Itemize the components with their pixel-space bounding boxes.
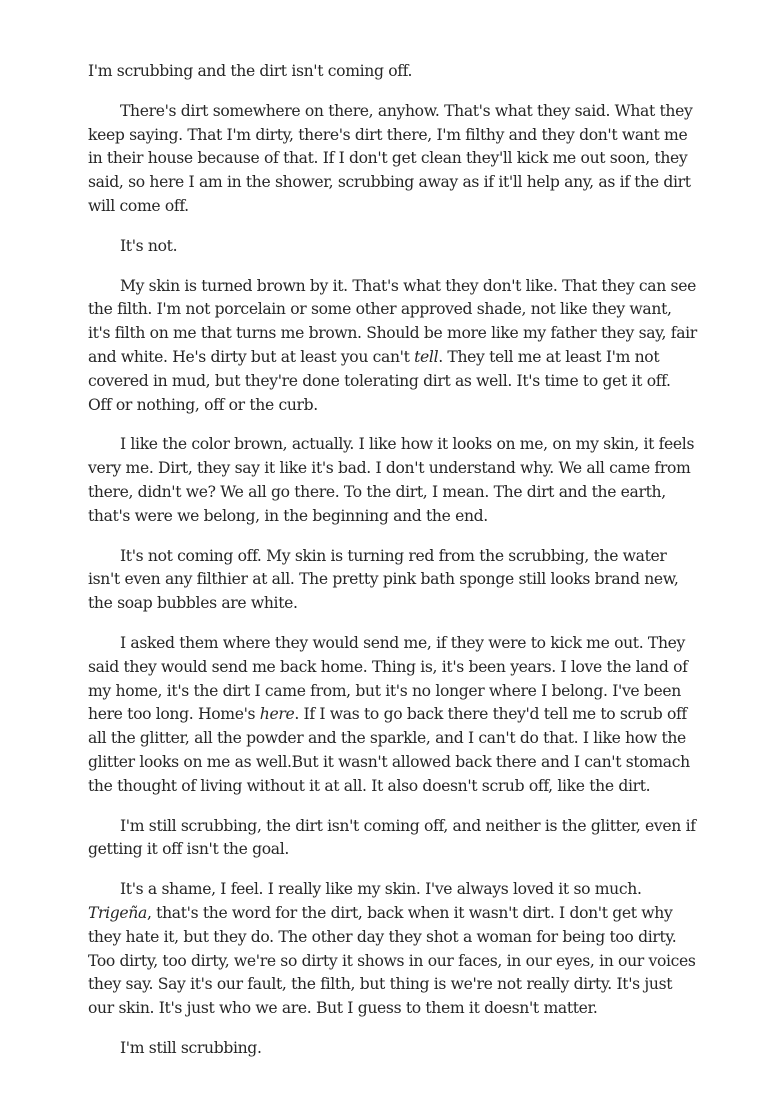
paragraph-9-text-b: , that's the word for the dirt, back when it wasn't dirt. I don't get why they hate it, but they do. The other day they shot a woman for being too dirty. Too dirty, too dirty, we're so dirty it shows in our faces, in our eyes, in our voices they say. Say it's our fault, the filth, but thing is we're not really dirty. It's just our skin. It's just who we are. But I guess to them it doesn't matter. [88,903,696,1018]
paragraph-9-emphasis: Trigeña [88,903,147,922]
paragraph-9 [88,878,698,1021]
paragraph-6: It's not coming off. My skin is turning red from the scrubbing, the water isn't even any filthier at all. The pretty pink bath sponge still looks brand new, the soap bubbles are white. [88,546,679,613]
paragraph-7-text-b: . If I was to go back there they'd tell me to scrub off all the glitter, all the powder and the sparkle, and I can't do that. I like how the glitter looks on me as well.But it wasn't allowed back there and I can't stomach the thought of living without it at all. It also doesn't scrub off, like the dirt. [88,705,690,795]
paragraph-7-text-a: I asked them where they would send me, if they were to kick me out. They said they would send me back home. Thing is, it's been years. I love the land of my home, it's the dirt I came from, but it's no longer where I belong. I've been here too long. Home's [88,633,688,724]
paragraph-5: I like the color brown, actually. I like how it looks on me, on my skin, it feels very me. Dirt, they say it like it's bad. I don't understand why. We all came from there, didn't we? We all go there. To the dirt, I mean. The dirt and the earth, that's were we belong, in the beginning and the end. [88,435,695,525]
paragraph-4-text-b: . They tell me at least I'm not covered in mud, but they're done tolerating dirt as well. It's time to get it off. Off or nothing, off or the curb. [88,347,671,414]
paragraph-8: I'm still scrubbing, the dirt isn't coming off, and neither is the glitter, even if getting it off isn't the goal. [88,816,696,859]
paragraph-1: I'm scrubbing and the dirt isn't coming off. [88,62,413,80]
paragraph-3: It's not. [120,236,178,255]
paragraph-10: I'm still scrubbing. [120,1038,262,1057]
paragraph-7 [88,632,698,799]
paragraph-4-text-a: My skin is turned brown by it. That's what they don't like. That they can see the filth. I'm not porcelain or some other approved shade, not like they want, it's filth on me that turns me brown. Should be more like my father they say, fair and white. He's dirty but at least you can't [88,276,697,366]
paragraph-7-emphasis: here [259,705,295,724]
paragraph-4-emphasis: tell [414,347,439,366]
paragraph-4 [88,275,698,418]
paragraph-9-text-a: It's a shame, I feel. I really like my skin. I've always loved it so much. [120,880,642,899]
paragraph-2: There's dirt somewhere on there, anyhow. That's what they said. What they keep saying. That I'm dirty, there's dirt there, I'm filthy and they don't want me in their house because of that. If I don't get clean they'll kick me out soon, they said, so here I am in the shower, scrubbing away as if it'll help any, as if the dirt will come off. [88,101,693,215]
